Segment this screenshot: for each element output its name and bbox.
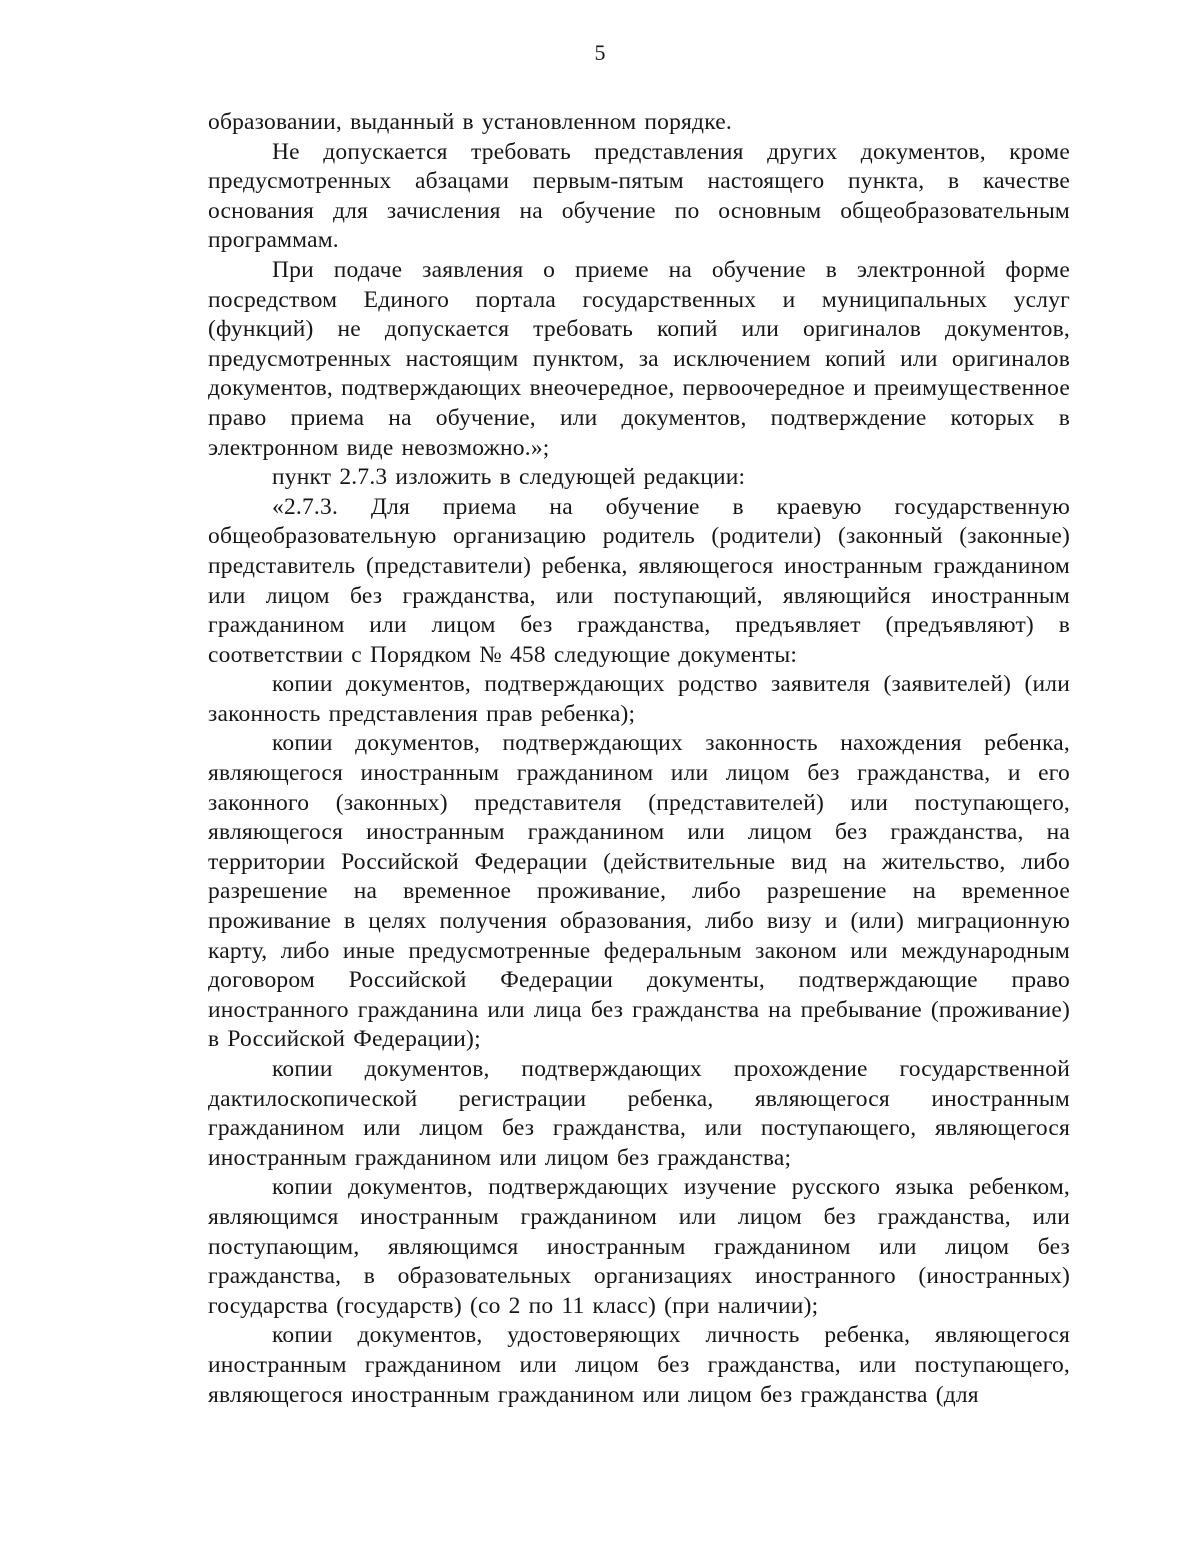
paragraph: «2.7.3. Для приема на обучение в краевую государственную общеобразовательную организацию родитель (родители) (законный (законные) представитель (представители) ребенка, являющегося иностранным гражданином или лицом без гражданства, или поступающий, являющийся иностранным гражданином или лицом без гражданства, предъявляет (предъявляют) в соответствии с Порядком № 458 следующие документы: [208, 493, 1070, 668]
paragraph: копии документов, удостоверяющих личность ребенка, являющегося иностранным гражданином или лицом без гражданства, или поступающего, являющегося иностранным гражданином или лицом без гражданства (для [208, 1322, 1070, 1408]
paragraph: При подаче заявления о приеме на обучение в электронной форме посредством Единого портала государственных и муниципальных услуг (функций) не допускается требовать копий или оригиналов документов, предусмотренных настоящим пунктом, за исключением копий или оригиналов документов, подтверждающих внеочередное, первоочередное и преимущественное право приема на обучение, или документов, подтверждение которых в электронном виде невозможно.»; [208, 256, 1070, 461]
document-body [208, 108, 1070, 1410]
paragraph: пункт 2.7.3 изложить в следующей редакции: [272, 464, 746, 491]
paragraph: копии документов, подтверждающих изучение русского языка ребенком, являющимся иностранным гражданином или лицом без гражданства, или поступающим, являющимся иностранным гражданином или лицом без гражданства, в образовательных организациях иностранного (иностранных) государства (государств) (со 2 по 11 класс) (при наличии); [208, 1174, 1070, 1319]
paragraph: копии документов, подтверждающих родство заявителя (заявителей) (или законность представления прав ребенка); [208, 671, 1070, 727]
page-number: 5 [594, 40, 606, 65]
paragraph-continuation: образовании, выданный в установленном порядке. [208, 109, 732, 135]
paragraph: Не допускается требовать представления других документов, кроме предусмотренных абзацами первым-пятым настоящего пункта, в качестве основания для зачисления на обучение по основным общеобразовательным программам. [208, 138, 1070, 254]
paragraph: копии документов, подтверждающих прохождение государственной дактилоскопической регистрации ребенка, являющегося иностранным гражданином или лицом без гражданства, или поступающего, являющегося иностранным гражданином или лицом без гражданства; [208, 1056, 1070, 1171]
paragraph: копии документов, подтверждающих законность нахождения ребенка, являющегося иностранным гражданином или лицом без гражданства, и его законного (законных) представителя (представителей) или поступающего, являющегося иностранным гражданином или лицом без гражданства, на территории Российской Федерации (действительные вид на жительство, либо разрешение на временное проживание, либо разрешение на временное проживание в целях получения образования, либо визу и (или) миграционную карту, либо иные предусмотренные федеральным законом или международным договором Российской Федерации документы, подтверждающие право иностранного гражданина или лица без гражданства на пребывание (проживание) в Российской Федерации); [208, 730, 1070, 1053]
